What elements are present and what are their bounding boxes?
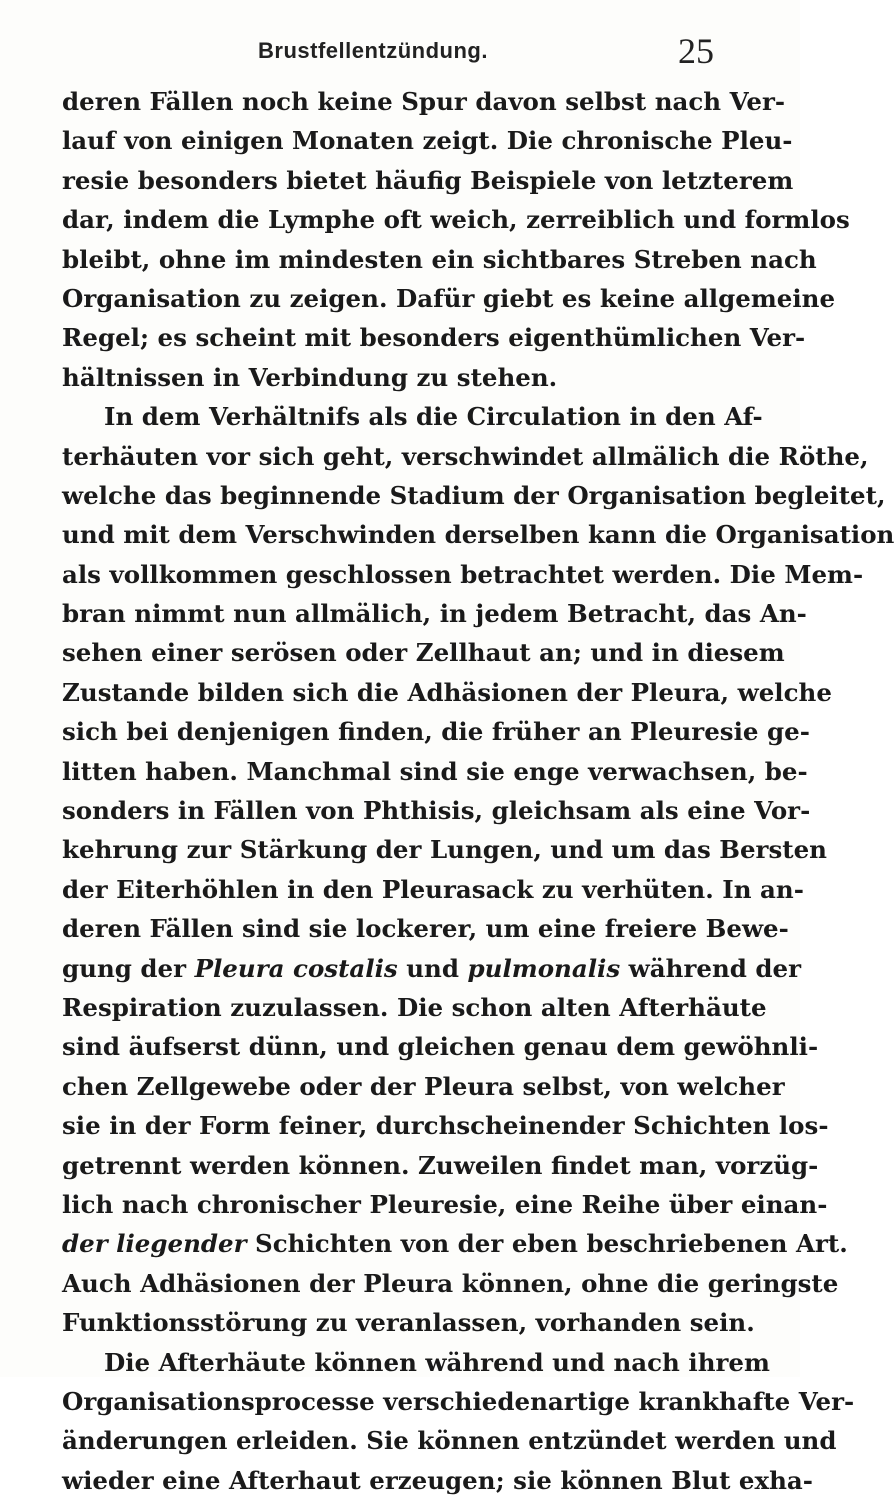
italic-term: der liegender <box>62 1229 247 1259</box>
text-run: und <box>397 953 468 983</box>
text-line: hältnissen in Verbindung zu stehen. <box>62 362 558 392</box>
text-line: chen Zellgewebe oder der Pleura selbst, von welcher <box>62 1071 785 1101</box>
text-line-paragraph-start: Die Afterhäute können während und nach ihrem <box>104 1347 770 1377</box>
text-line: Organisation zu zeigen. Dafür giebt es keine allgemeine <box>62 283 836 313</box>
body-text <box>62 82 894 1500</box>
text-line: bran nimmt nun allmälich, in jedem Betracht, das An- <box>62 599 807 629</box>
text-line: bleibt, ohne im mindesten ein sichtbares Streben nach <box>62 244 817 274</box>
running-head-title: Brustfellentzündung. <box>258 38 488 63</box>
text-line: als vollkommen geschlossen betrachtet werden. Die Mem- <box>62 559 864 589</box>
text-line: deren Fällen sind sie lockerer, um eine freiere Bewe- <box>62 914 789 944</box>
text-line: Regel; es scheint mit besonders eigenthümlichen Ver- <box>62 323 806 353</box>
text-line: resie besonders bietet häufig Beispiele von letzterem <box>62 165 794 195</box>
text-line: litten haben. Manchmal sind sie enge verwachsen, be- <box>62 756 808 786</box>
text-line: sehen einer serösen oder Zellhaut an; und in diesem <box>62 638 785 668</box>
text-run: Schichten von der eben beschriebenen Art. <box>246 1229 848 1259</box>
text-line: und mit dem Verschwinden derselben kann die Organisation <box>62 520 894 550</box>
italic-term: pulmonalis <box>467 953 621 983</box>
text-line: lauf von einigen Monaten zeigt. Die chronische Pleu- <box>62 126 793 156</box>
text-line: kehrung zur Stärkung der Lungen, und um das Bersten <box>62 835 827 865</box>
text-line: änderungen erleiden. Sie können entzündet werden und <box>62 1426 837 1456</box>
text-line-with-italics <box>62 949 802 988</box>
text-line-paragraph-start: In dem Verhältnifs als die Circulation in den Af- <box>104 402 763 432</box>
text-line: deren Fällen noch keine Spur davon selbst nach Ver- <box>62 87 786 116</box>
text-line: terhäuten vor sich geht, verschwindet allmälich die Röthe, <box>62 441 869 471</box>
text-line: Respiration zuzulassen. Die schon alten Afterhäute <box>62 992 767 1022</box>
text-line: getrennt werden können. Zuweilen findet man, vorzüg- <box>62 1150 819 1180</box>
text-line: sonders in Fällen von Phthisis, gleichsam als eine Vor- <box>62 796 811 826</box>
text-line: wieder eine Afterhaut erzeugen; sie können Blut exha- <box>62 1465 813 1495</box>
running-head <box>0 20 800 70</box>
text-line: welche das beginnende Stadium der Organisation begleitet, <box>62 480 886 510</box>
text-line: Funktionsstörung zu veranlassen, vorhanden sein. <box>62 1308 755 1338</box>
text-line: lich nach chronischer Pleuresie, eine Reihe über einan- <box>62 1189 828 1219</box>
text-line: dar, indem die Lymphe oft weich, zerreiblich und formlos <box>62 205 850 235</box>
text-line: der Eiterhöhlen in den Pleurasack zu verhüten. In an- <box>62 874 804 904</box>
text-run: gung der <box>62 953 195 983</box>
text-line: Organisationsprocesse verschiedenartige krankhafte Ver- <box>62 1386 855 1416</box>
text-line-with-italics <box>62 1224 848 1263</box>
text-line: sind äufserst dünn, und gleichen genau dem gewöhnli- <box>62 1032 819 1062</box>
text-line: sie in der Form feiner, durchscheinender Schichten los- <box>62 1111 829 1141</box>
text-line: Zustande bilden sich die Adhäsionen der Pleura, welche <box>62 677 832 707</box>
page-number: 25 <box>678 31 714 71</box>
text-line: sich bei denjenigen finden, die früher an Pleuresie ge- <box>62 717 810 747</box>
italic-term: Pleura costalis <box>194 953 398 983</box>
text-line: Auch Adhäsionen der Pleura können, ohne die geringste <box>62 1268 839 1298</box>
text-run: während der <box>620 953 802 983</box>
